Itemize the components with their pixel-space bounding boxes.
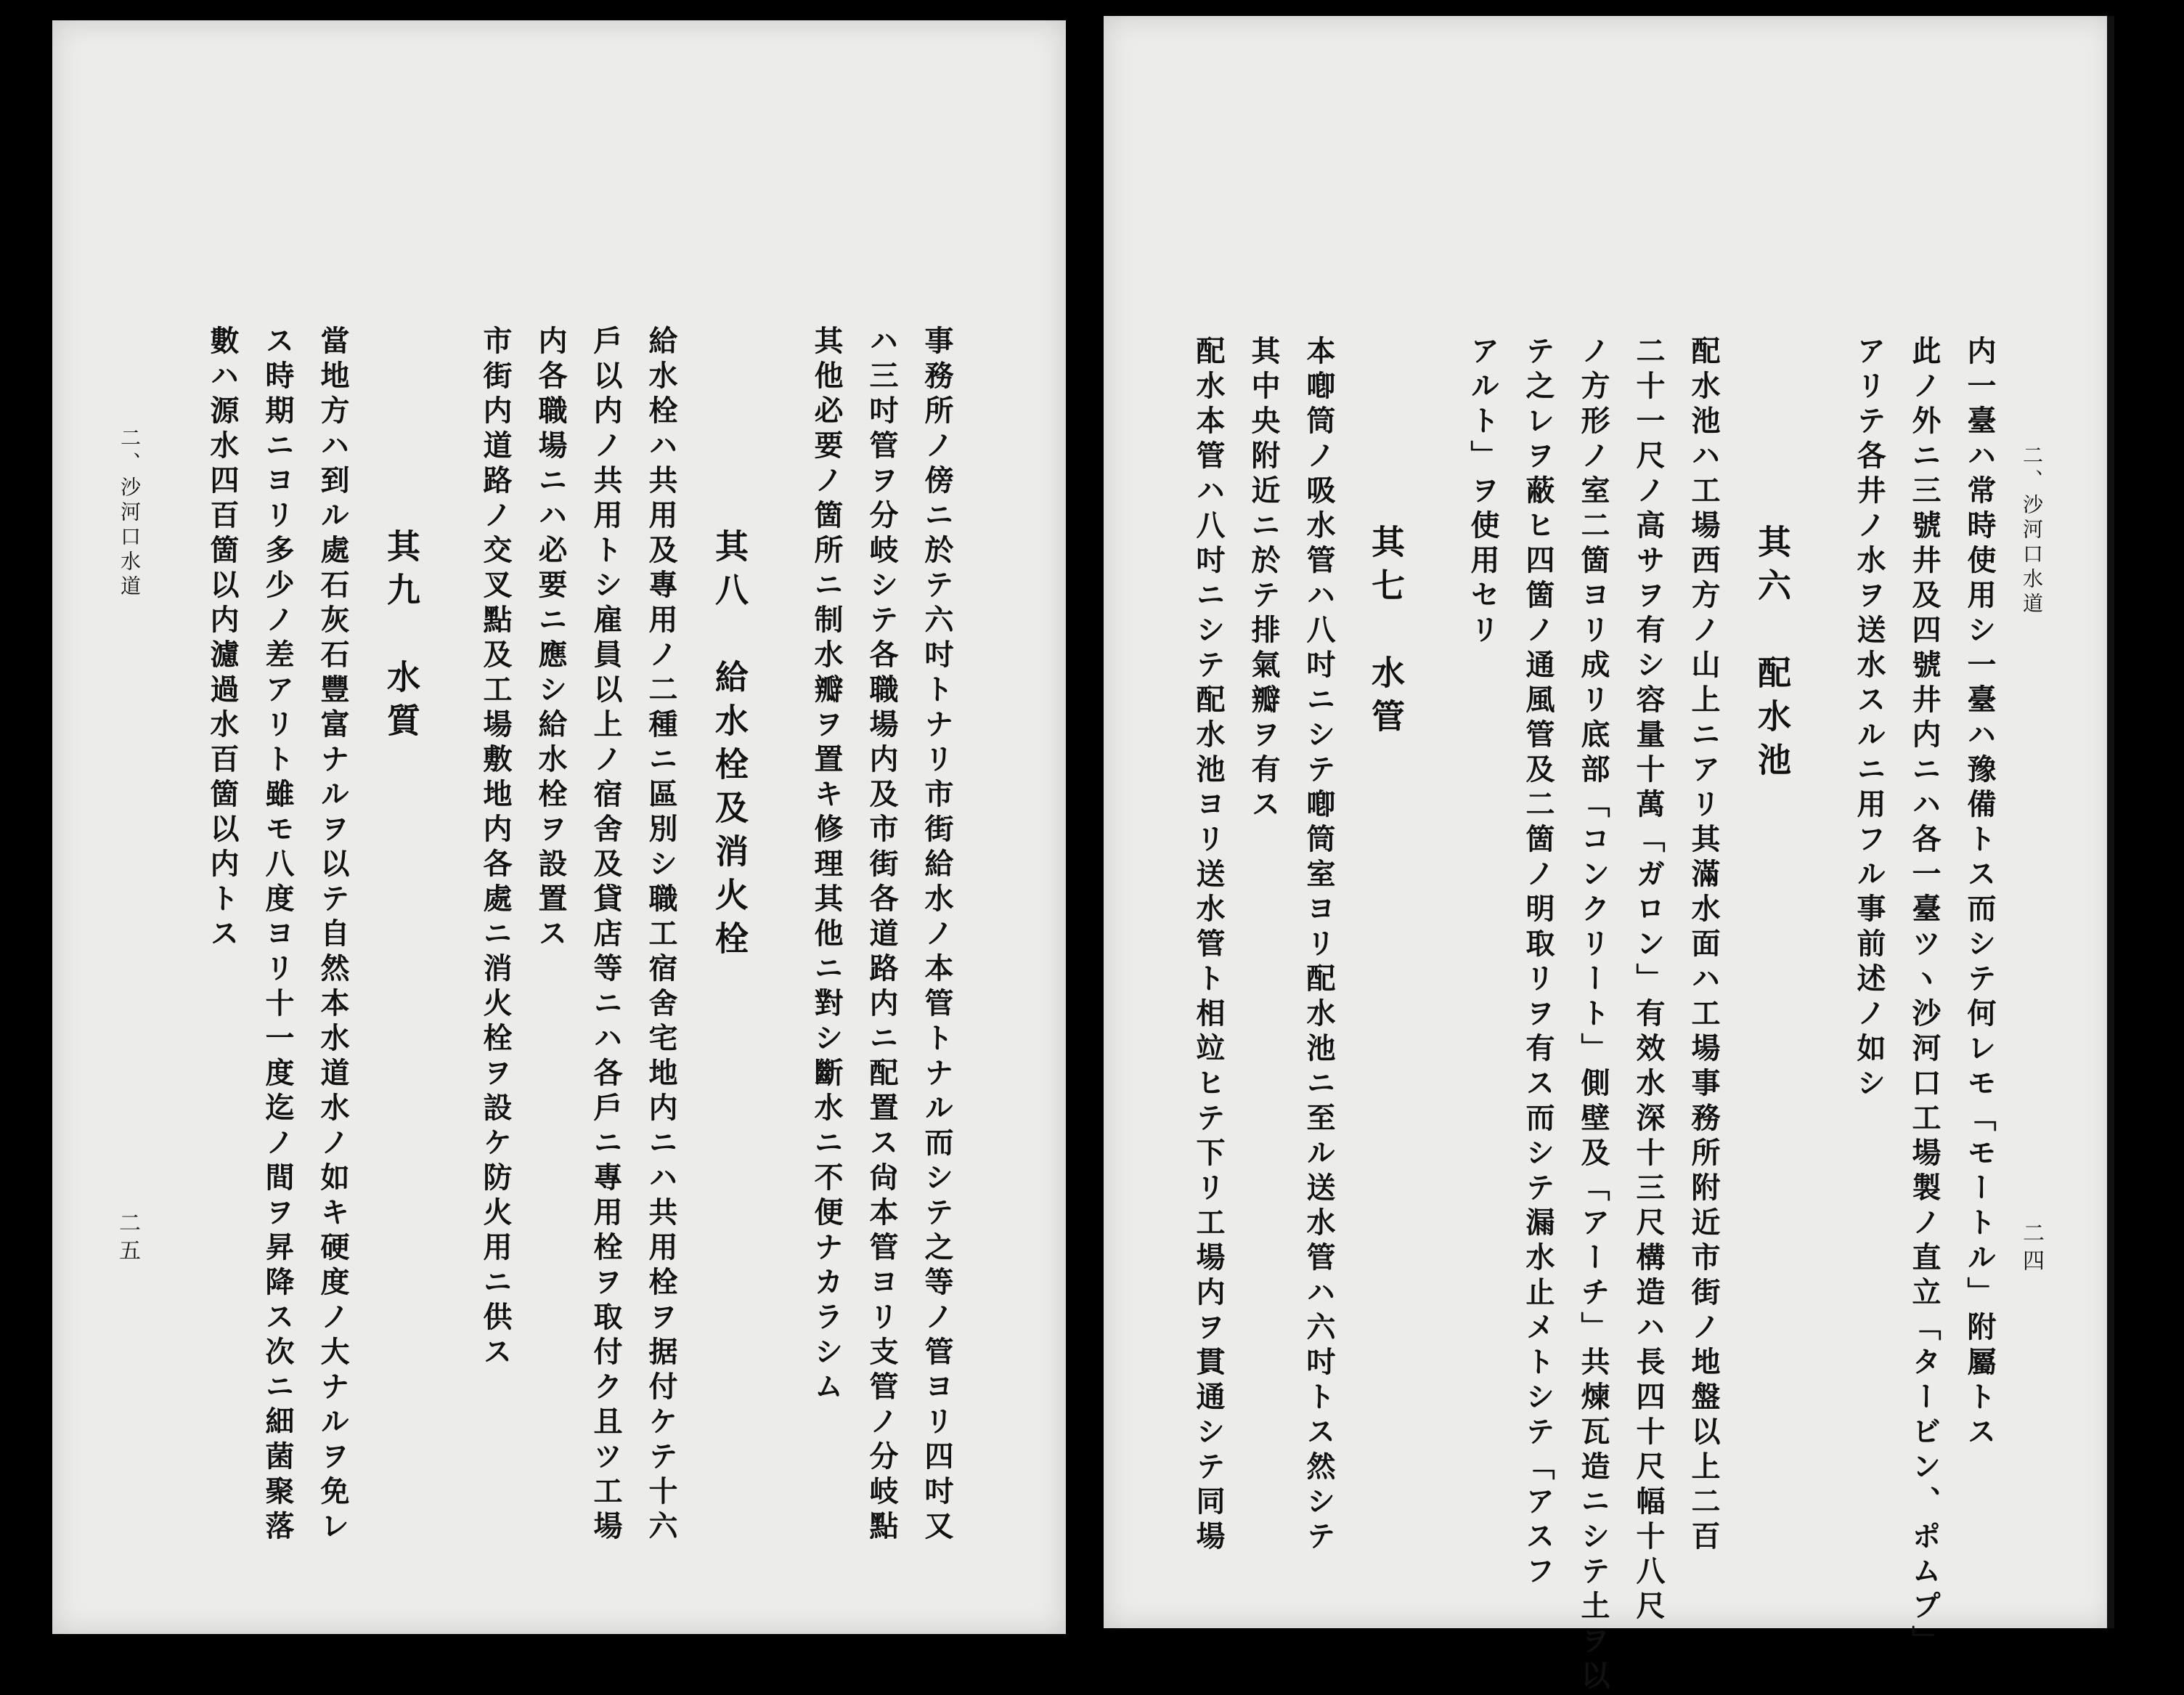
right-text-line: 二十一尺ノ高サヲ有シ容量十萬「ガロン」有效水深十三尺構造ハ長四十尺幅十八尺 xyxy=(1631,336,1666,1625)
right-text-line: 配水本管ハ八吋ニシテ配水池ヨリ送水管ト相竝ヒテ下リ工場内ヲ貫通シテ同場 xyxy=(1191,336,1226,1556)
left-text-line: 事務所ノ傍ニ於テ六吋トナリ市街給水ノ本管トナル而シテ之等ノ管ヨリ四吋又 xyxy=(920,325,954,1545)
right-text-line: 内一臺ハ常時使用シ一臺ハ豫備トス而シテ何レモ「モートル」附屬トス xyxy=(1963,336,1997,1451)
right-section6-heading: 其六 配水池 xyxy=(1753,524,1792,786)
left-text-line: ス時期ニヨリ多少ノ差アリト雖モ八度ヨリ十一度迄ノ間ヲ昇降ス次ニ細菌聚落 xyxy=(261,325,295,1545)
left-section9-heading: 其九 水質 xyxy=(382,529,421,747)
left-text-line: 内各職場ニハ必要ニ應シ給水栓ヲ設置ス xyxy=(534,325,568,953)
right-text-line: 本喞筒ノ吸水管ハ八吋ニシテ喞筒室ヨリ配水池ニ至ル送水管ハ六吋トス然シテ xyxy=(1302,336,1336,1556)
left-text-line: 數ハ源水四百箇以内濾過水百箇以内トス xyxy=(205,325,240,953)
right-text-line: 其中央附近ニ於テ排氣瓣ヲ有ス xyxy=(1247,336,1281,824)
left-text-line: ハ三吋管ヲ分岐シテ各職場内及市街各道路内ニ配置ス尙本管ヨリ支管ノ分岐點 xyxy=(865,325,899,1545)
left-section8-heading: 其八 給水栓及消火栓 xyxy=(710,529,749,964)
left-page xyxy=(52,20,1066,1634)
left-text-line: 市街内道路ノ交叉點及工場敷地内各處ニ消火栓ヲ設ケ防火用ニ供ス xyxy=(478,325,513,1371)
right-text-line: 此ノ外ニ三號井及四號井内ニハ各一臺ツヽ沙河口工場製ノ直立「タービン、ポムプ」 xyxy=(1907,336,1941,1660)
left-text-line: 其他必要ノ箇所ニ制水瓣ヲ置キ修理其他ニ對シ斷水ニ不便ナカラシム xyxy=(810,325,844,1406)
left-text-line: 給水栓ハ共用及專用ノ二種ニ區別シ職工宿舍宅地内ニハ共用栓ヲ据付ケテ十六 xyxy=(644,325,678,1545)
right-section7-heading: 其七 水管 xyxy=(1366,524,1406,742)
left-page-number: 二五 xyxy=(115,1211,140,1267)
left-text-line: 當地方ハ到ル處石灰石豐富ナルヲ以テ自然本水道水ノ如キ硬度ノ大ナルヲ免レ xyxy=(316,325,350,1545)
right-text-line: アリテ各井ノ水ヲ送水スルニ用フル事前述ノ如シ xyxy=(1852,336,1886,1102)
right-text-line: ノ方形ノ室二箇ヨリ成リ底部「コンクリート」側壁及「アーチ」共煉瓦造ニシテ土ヲ以 xyxy=(1576,336,1610,1695)
right-text-line: テ之レヲ蔽ヒ四箇ノ通風管及二箇ノ明取リヲ有ス而シテ漏水止メトシテ「アスフ xyxy=(1521,336,1555,1590)
right-text-line: 配水池ハ工場西方ノ山上ニアリ其滿水面ハ工場事務所附近市街ノ地盤以上二百 xyxy=(1687,336,1721,1556)
right-text-line: アルト」ヲ使用セリ xyxy=(1466,336,1500,649)
left-text-line: 戶以内ノ共用トシ雇員以上ノ宿舍及貸店等ニハ各戶ニ專用栓ヲ取付ク且ツ工場 xyxy=(589,325,623,1545)
left-running-head: 二、沙河口水道 xyxy=(118,427,142,600)
right-running-head: 二、沙河口水道 xyxy=(2020,444,2044,617)
right-page-number: 二四 xyxy=(2018,1222,2044,1277)
right-page xyxy=(1104,16,2114,1695)
page-edge-divider xyxy=(2107,16,2114,1628)
